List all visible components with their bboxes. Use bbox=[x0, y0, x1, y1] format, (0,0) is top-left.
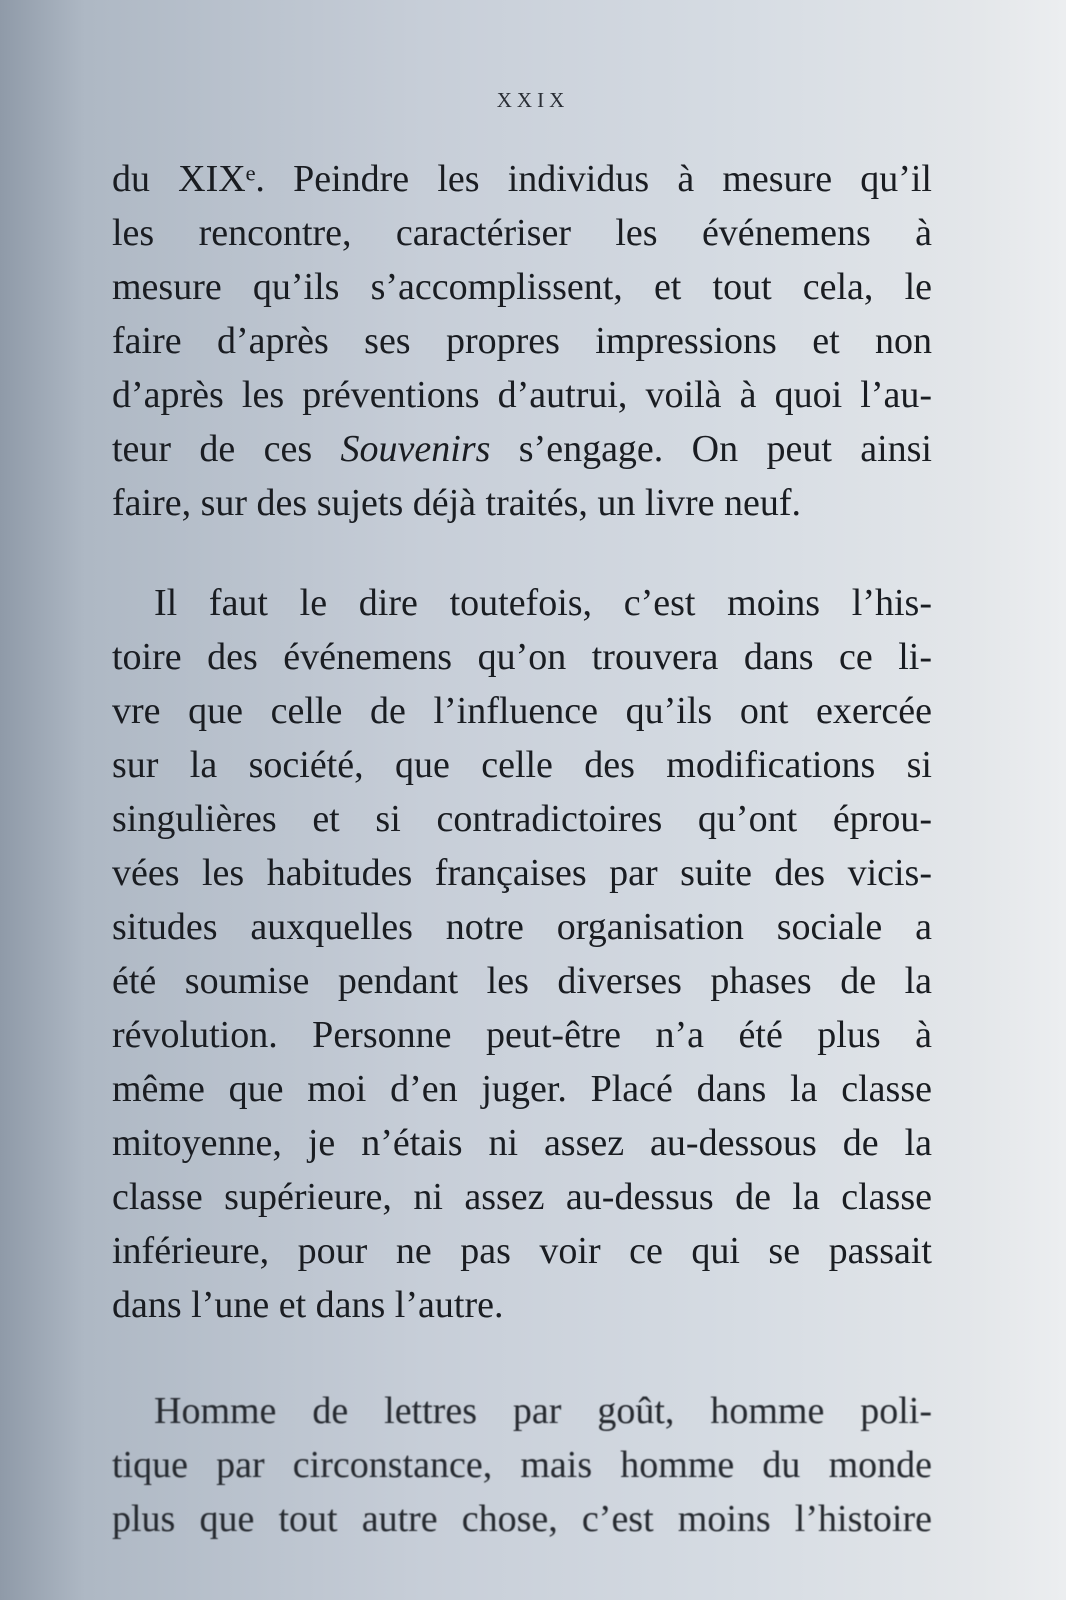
text-line: les rencontre, caractériser les événemens à bbox=[112, 212, 932, 254]
text-line: même que moi d’en juger. Placé dans la classe bbox=[112, 1068, 932, 1110]
text-line: singulières et si contradictoires qu’ont éprou- bbox=[112, 798, 932, 840]
text-line: Il faut le dire toutefois, c’est moins l’his- bbox=[154, 582, 932, 624]
text-segment: s’engage. On peut ainsi bbox=[490, 428, 932, 470]
text-line: toire des événemens qu’on trouvera dans ce li- bbox=[112, 636, 932, 678]
text-line: Homme de lettres par goût, homme poli- bbox=[154, 1390, 932, 1432]
text-segment: teur de ces bbox=[112, 428, 341, 470]
text-line: plus que tout autre chose, c’est moins l’histoire bbox=[112, 1498, 932, 1540]
italic-title: Souvenirs bbox=[340, 428, 491, 470]
paragraph-2 bbox=[112, 576, 932, 1332]
paragraph-3 bbox=[112, 1384, 932, 1546]
text-line: inférieure, pour ne pas voir ce qui se passait bbox=[112, 1230, 932, 1272]
text-line: été soumise pendant les diverses phases de la bbox=[112, 960, 932, 1002]
text-line: faire d’après ses propres impressions et non bbox=[112, 320, 932, 362]
text-line: vées les habitudes françaises par suite des vicis- bbox=[112, 852, 932, 894]
text-line-with-italic bbox=[112, 422, 932, 476]
text-line: d’après les préventions d’autrui, voilà à quoi l’au- bbox=[112, 374, 932, 416]
paragraph-1 bbox=[112, 152, 932, 530]
text-line: mitoyenne, je n’étais ni assez au-dessous de la bbox=[112, 1122, 932, 1164]
text-line: dans l’une et dans l’autre. bbox=[112, 1284, 504, 1326]
text-line: classe supérieure, ni assez au-dessus de la classe bbox=[112, 1176, 932, 1218]
text-line: révolution. Personne peut-être n’a été plus à bbox=[112, 1014, 932, 1056]
text-line: tique par circonstance, mais homme du monde bbox=[112, 1444, 932, 1486]
text-line: situdes auxquelles notre organisation sociale a bbox=[112, 906, 932, 948]
text-line: vre que celle de l’influence qu’ils ont exercée bbox=[112, 690, 932, 732]
text-line: faire, sur des sujets déjà traités, un livre neuf. bbox=[112, 482, 802, 524]
text-line: sur la société, que celle des modifications si bbox=[112, 744, 932, 786]
text-line: mesure qu’ils s’accomplissent, et tout cela, le bbox=[112, 266, 932, 308]
page-number: XXIX bbox=[496, 88, 570, 112]
text-line: du XIXᵉ. Peindre les individus à mesure qu’il bbox=[112, 158, 932, 200]
